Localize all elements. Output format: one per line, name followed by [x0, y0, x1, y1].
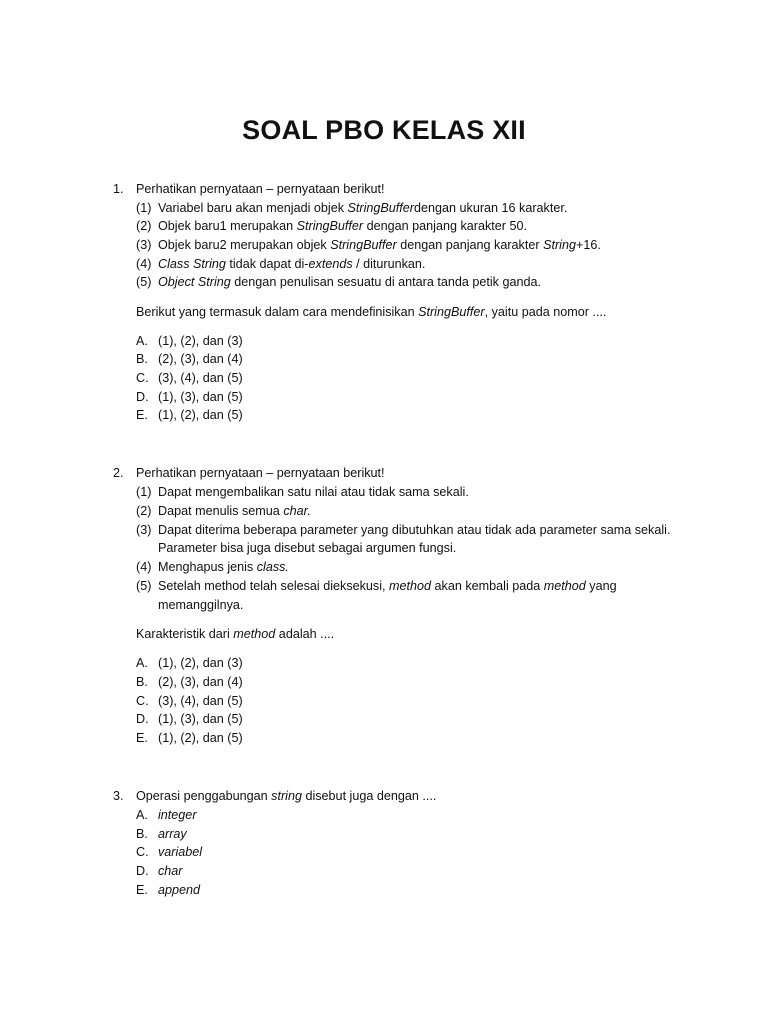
option-letter: C.	[136, 845, 149, 859]
statement-number: (4)	[136, 560, 152, 574]
option-letter: E.	[136, 883, 148, 897]
option-text: (1), (2), dan (3)	[158, 334, 243, 348]
question-number: 2.	[113, 466, 124, 480]
page-title: SOAL PBO KELAS XII	[242, 115, 526, 145]
option-letter: C.	[136, 694, 149, 708]
option-text: (3), (4), dan (5)	[158, 371, 243, 385]
option-letter: D.	[136, 864, 149, 878]
statement-number: (5)	[136, 275, 152, 289]
option-text: (1), (3), dan (5)	[158, 390, 243, 404]
statement-number: (1)	[136, 485, 152, 499]
statement-number: (3)	[136, 238, 152, 252]
statement-number: (2)	[136, 219, 152, 233]
option-letter: E.	[136, 408, 148, 422]
option-text: array	[158, 827, 187, 841]
statement-text: Menghapus jenis class.	[158, 560, 289, 574]
option-text: (3), (4), dan (5)	[158, 694, 243, 708]
statement-text: Object String dengan penulisan sesuatu di antara tanda petik ganda.	[158, 275, 541, 289]
statement-text: Objek baru2 merupakan objek StringBuffer dengan panjang karakter String+16.	[158, 238, 601, 252]
option-text: (1), (3), dan (5)	[158, 712, 243, 726]
option-text: char	[158, 864, 183, 878]
statement-text: Variabel baru akan menjadi objek StringBufferdengan ukuran 16 karakter.	[158, 201, 568, 215]
option-letter: B.	[136, 352, 148, 366]
option-text: append	[158, 883, 201, 897]
statement-text-continued: Parameter bisa juga disebut sebagai argumen fungsi.	[158, 541, 457, 555]
statement-text: Setelah method telah selesai dieksekusi, method akan kembali pada method yang	[158, 579, 617, 593]
option-text: (2), (3), dan (4)	[158, 352, 243, 366]
option-text: (1), (2), dan (3)	[158, 656, 243, 670]
question-prompt: Operasi penggabungan string disebut juga dengan ....	[136, 789, 437, 803]
option-text: (2), (3), dan (4)	[158, 675, 243, 689]
statement-text: Dapat menulis semua char.	[158, 504, 311, 518]
question-intro: Perhatikan pernyataan – pernyataan berikut!	[136, 466, 385, 480]
option-text: variabel	[158, 845, 203, 859]
statement-text: Dapat diterima beberapa parameter yang dibutuhkan atau tidak ada parameter sama sekali.	[158, 523, 671, 537]
option-text: (1), (2), dan (5)	[158, 408, 243, 422]
option-text: (1), (2), dan (5)	[158, 731, 243, 745]
statement-number: (4)	[136, 257, 152, 271]
option-letter: A.	[136, 808, 148, 822]
option-letter: E.	[136, 731, 148, 745]
option-letter: A.	[136, 656, 148, 670]
option-text: integer	[158, 808, 197, 822]
question-intro: Perhatikan pernyataan – pernyataan berikut!	[136, 182, 385, 196]
option-letter: B.	[136, 827, 148, 841]
option-letter: C.	[136, 371, 149, 385]
option-letter: A.	[136, 334, 148, 348]
question-prompt: Karakteristik dari method adalah ....	[136, 627, 335, 641]
statement-number: (5)	[136, 579, 152, 593]
option-letter: B.	[136, 675, 148, 689]
statement-text: Objek baru1 merupakan StringBuffer dengan panjang karakter 50.	[158, 219, 527, 233]
statement-number: (2)	[136, 504, 152, 518]
statement-text-continued: memanggilnya.	[158, 598, 244, 612]
question-prompt: Berikut yang termasuk dalam cara mendefinisikan StringBuffer, yaitu pada nomor ....	[136, 305, 607, 319]
question-number: 3.	[113, 789, 124, 803]
statement-number: (3)	[136, 523, 152, 537]
statement-number: (1)	[136, 201, 152, 215]
option-letter: D.	[136, 712, 149, 726]
question-number: 1.	[113, 182, 124, 196]
statement-text: Class String tidak dapat di-extends / diturunkan.	[158, 257, 426, 271]
option-letter: D.	[136, 390, 149, 404]
statement-text: Dapat mengembalikan satu nilai atau tidak sama sekali.	[158, 485, 469, 499]
